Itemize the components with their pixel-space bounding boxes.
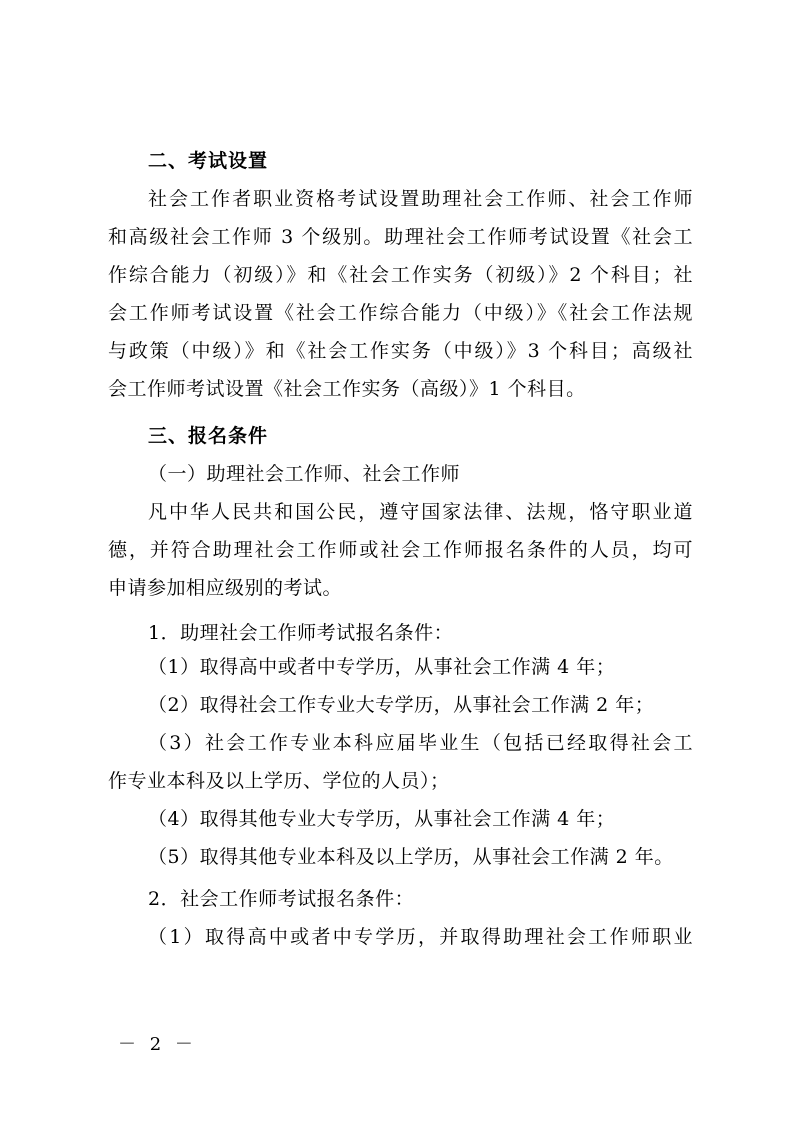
paragraph-line: 和高级社会工作师 3 个级别。助理社会工作师考试设置《社会工 [108, 226, 693, 248]
page-number: － 2 － [118, 1034, 197, 1055]
paragraph-line: 会工作师考试设置《社会工作实务（高级）》1 个科目。 [108, 378, 586, 400]
list-item: （3）社会工作专业本科应届毕业生（包括已经取得社会工 [148, 732, 693, 754]
list-item: （4）取得其他专业大专学历，从事社会工作满 4 年； [148, 808, 616, 830]
paragraph-line: 与政策（中级）》和《社会工作实务（中级）》3 个科目；高级社 [108, 340, 693, 362]
list-item: （1）取得高中或者中专学历，从事社会工作满 4 年； [148, 656, 616, 678]
subsection-heading: （一）助理社会工作师、社会工作师 [148, 463, 461, 485]
list-title: 1．助理社会工作师考试报名条件： [148, 622, 454, 644]
list-item: （1）取得高中或者中专学历，并取得助理社会工作师职业 [148, 926, 693, 948]
list-item: （2）取得社会工作专业大专学历，从事社会工作满 2 年； [148, 694, 655, 716]
paragraph-line: 社会工作者职业资格考试设置助理社会工作师、社会工作师 [148, 188, 693, 210]
paragraph-line: 作综合能力（初级）》和《社会工作实务（初级）》2 个科目；社 [108, 264, 693, 286]
list-item-continuation: 作专业本科及以上学历、学位的人员）； [108, 770, 450, 792]
paragraph-line: 凡中华人民共和国公民，遵守国家法律、法规，恪守职业道 [148, 501, 693, 523]
paragraph-line: 申请参加相应级别的考试。 [108, 577, 343, 599]
list-item: （5）取得其他专业本科及以上学历，从事社会工作满 2 年。 [148, 846, 674, 868]
section-heading-registration: 三、报名条件 [148, 425, 269, 447]
paragraph-line: 会工作师考试设置《社会工作综合能力（中级）》《社会工作法规 [108, 302, 693, 324]
list-title: 2．社会工作师考试报名条件： [148, 888, 415, 910]
paragraph-line: 德，并符合助理社会工作师或社会工作师报名条件的人员，均可 [108, 539, 693, 561]
section-heading-exam-setup: 二、考试设置 [148, 150, 269, 172]
